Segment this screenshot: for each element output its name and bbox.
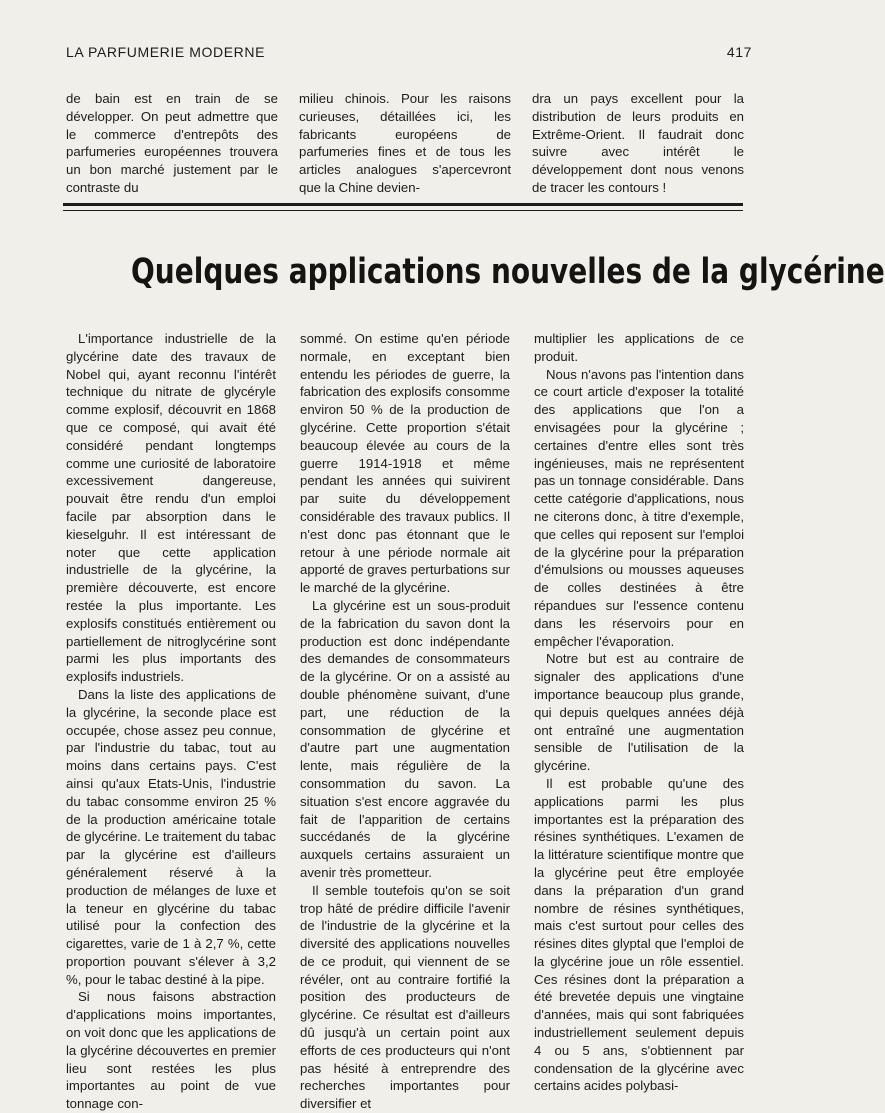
paragraph: Si nous faisons abstraction d'applications moins importantes, on voit donc que les applications de la glycérine découvertes en premier lieu sont restées les plus importantes au point de vue tonnage con- <box>66 989 276 1112</box>
article-body <box>66 330 744 1113</box>
paragraph: Notre but est au contraire de signaler des applications d'une importance beaucoup plus grande, qui depuis quelques années déjà ont entraîné une augmentation sensible de l'utilisation de la glycérine. <box>534 651 744 774</box>
paragraph: multiplier les applications de ce produit. <box>534 331 744 364</box>
paragraph: Nous n'avons pas l'intention dans ce court article d'exposer la totalité des applications que l'on a envisagées pour la glycérine ; certaines d'entre elles sont très ingénieuses, mais ne représentent pas un tonnage considérable. Dans cette catégorie d'applications, nous ne citerons donc, à titre d'exemple, que celles qui reposent sur l'emploi de la glycérine pour la préparation d'émulsions ou mousses aqueuses de colles destinées à être répandues sur l'essence contenu dans les réservoirs pour en empêcher l'évaporation. <box>534 366 744 649</box>
text-column-2 <box>300 330 510 1113</box>
page-number: 417 <box>726 44 752 60</box>
paragraph: Il semble toutefois qu'on se soit trop hâté de prédire difficile l'avenir de l'industrie de la glycérine et la diversité des applications nouvelles de ce produit, qui viennent de se révéler, ont au contraire fortifié la position des producteurs de glycérine. Ce résultat est d'ailleurs dû jusqu'à un certain point aux efforts de ces producteurs qui n'ont pas hésité à entreprendre des recherches importantes pour diversifier et <box>300 882 510 1112</box>
paragraph: La glycérine est un sous-produit de la fabrication du savon dont la production est donc indépendante des demandes de consommateurs de la glycérine. Or on a assisté au double phénomène suivant, d'une part, une réduction de la consommation de glycérine et d'autre part une augmentation lente, mais régulière de la consommation du savon. La situation s'est encore aggravée du fait de l'apparition de certains succédanés de la glycérine auxquels certains assuraient un avenir très prometteur. <box>300 597 510 880</box>
paragraph: dra un pays excellent pour la distribution de leurs produits en Extrême-Orient. Il faudrait donc suivre avec intérêt le développement dont nous venons de tracer les contours ! <box>532 91 744 195</box>
paragraph: de bain est en train de se développer. On peut admettre que le commerce d'entrepôts des parfumeries européennes trouvera un bon marché justement par le contraste du <box>66 91 278 195</box>
paragraph: L'importance industrielle de la glycérine date des travaux de Nobel qui, ayant reconnu l'intérêt technique du nitrate de glycéryle comme explosif, découvrit en 1868 que ce composé, qui avait été considéré pendant longtemps comme une curiosité de laboratoire excessivement dangereuse, pouvait être rendu d'un emploi facile par absorption dans le kieselguhr. Il est intéressant de noter que cette application industrielle de la glycérine, la première découverte, est encore restée la plus importante. Les explosifs constitués entièrement ou partiellement de nitroglycérine sont parmi les plus importants des explosifs industriels. <box>66 331 276 685</box>
previous-article-ending <box>66 90 744 197</box>
paragraph: Il est probable qu'une des applications parmi les plus importantes est la préparation des résines synthétiques. L'examen de la littérature scientifique montre que la glycérine peut être employée dans la préparation d'un grand nombre de résines synthétiques, mais c'est surtout pour celles des résines dites glyptal que l'emploi de la glycérine joue un rôle essentiel. Ces résines dont la préparation a été brevetée depuis une vingtaine d'années, mais qui sont fabriquées industriellement seulement depuis 4 ou 5 ans, s'obtiennent par condensation de la glycérine avec certains acides polybasi- <box>534 775 744 1094</box>
thin-rule-divider <box>63 210 743 211</box>
text-column <box>532 90 744 197</box>
paragraph: milieu chinois. Pour les raisons curieuses, détaillées ici, les fabricants européens de parfumeries fines et de tous les articles analogues s'apercevront que la Chine devien- <box>299 91 511 195</box>
journal-title: LA PARFUMERIE MODERNE <box>66 44 266 60</box>
text-column <box>66 90 278 197</box>
text-column-1 <box>66 330 276 1113</box>
paragraph: Dans la liste des applications de la glycérine, la seconde place est occupée, chose assez peu connue, par l'industrie du tabac, tout au moins dans certains pays. C'est ainsi qu'aux Etats-Unis, l'industrie du tabac consomme environ 25 % de la production américaine totale de glycérine. Le traitement du tabac par la glycérine est d'ailleurs généralement réservé à la production de mélanges de luxe et la teneur en glycérine du tabac utilisé pour la confection des cigarettes, varie de 1 à 2,7 %, cette proportion pouvant s'élever à 3,2 %, pour le tabac destiné à la pipe. <box>66 686 276 987</box>
text-column-3 <box>534 330 744 1113</box>
text-column <box>299 90 511 197</box>
thick-rule-divider <box>63 203 743 206</box>
paragraph: sommé. On estime qu'en période normale, en exceptant bien entendu les périodes de guerre, la fabrication des explosifs consomme environ 50 % de la production de glycérine. Cette proportion s'était beaucoup élevée au cours de la guerre 1914-1918 et même pendant les années qui suivirent par suite du développement considérable des travaux publics. Il n'est donc pas étonnant que le retour à une période normale ait apporté de graves perturbations sur le marché de la glycérine. <box>300 331 510 596</box>
article-title: Quelques applications nouvelles de la glycérine <box>131 252 885 292</box>
